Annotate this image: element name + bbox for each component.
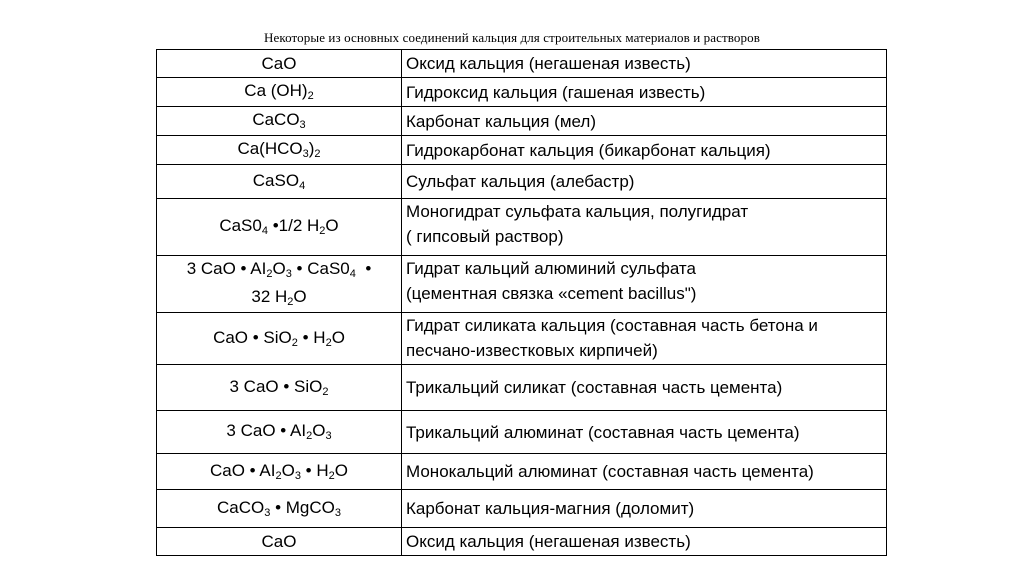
compound-name-line: песчано-известковых кирпичей)	[406, 341, 658, 360]
formula-subscript: 2	[319, 225, 326, 237]
compound-name-cell	[402, 256, 887, 313]
calcium-compounds-table	[156, 49, 887, 556]
formula-text: 3 CaO • AI	[186, 259, 267, 278]
formula-cell	[157, 490, 402, 528]
table-row	[157, 365, 887, 411]
formula-text: CaO	[261, 532, 297, 551]
compound-name-line: Оксид кальция (негашеная известь)	[406, 54, 691, 73]
formula-subscript: 3	[264, 506, 271, 519]
compound-name-cell	[402, 454, 887, 490]
formula-text: O	[334, 460, 348, 480]
compound-name-line: Моногидрат сульфата кальция, полугидрат	[406, 202, 749, 221]
formula-cell	[157, 411, 402, 454]
formula-subscript: 3	[325, 430, 332, 442]
formula-text: Ca(HCO	[237, 139, 303, 158]
compound-name-cell	[402, 199, 887, 256]
table-row	[157, 199, 887, 256]
formula-subscript: 3	[299, 119, 306, 131]
compound-name-cell	[402, 78, 887, 107]
formula-cell	[157, 107, 402, 136]
formula-cell	[157, 313, 402, 365]
formula-text: CaS0	[219, 216, 262, 235]
compound-name-cell	[402, 411, 887, 454]
formula-subscript: 2	[275, 469, 282, 482]
formula-text: • CaS0	[291, 259, 350, 278]
compound-name-cell	[402, 165, 887, 199]
compound-name-line: Монокальций алюминат (составная часть цемента)	[406, 462, 814, 481]
table-row	[157, 165, 887, 199]
compound-name-line: Гидрокарбонат кальция (бикарбонат кальция)	[406, 140, 771, 160]
compound-name-line: Карбонат кальция (мел)	[406, 111, 597, 131]
formula-text: •	[355, 259, 372, 278]
formula-subscript: 2	[307, 90, 314, 102]
formula-subscript: 2	[291, 336, 298, 349]
formula-text: O	[272, 259, 286, 278]
formula-text: 3 CaO • SiO	[229, 376, 323, 396]
formula-text: CaSO	[252, 170, 300, 190]
formula-text: CaO • SiO	[213, 327, 292, 347]
compound-name-line: (цементная связка «cement bacillus")	[406, 284, 697, 303]
compound-name-cell	[402, 50, 887, 78]
table-row	[157, 50, 887, 78]
compound-name-cell	[402, 313, 887, 365]
formula-subscript: 2	[266, 268, 273, 280]
table-row	[157, 313, 887, 365]
formula-subscript: 2	[328, 469, 335, 482]
table-row	[157, 490, 887, 528]
table-caption: Некоторые из основных соединений кальция для строительных материалов и растворов	[264, 30, 760, 45]
formula-cell	[157, 454, 402, 490]
formula-subscript: 4	[261, 225, 268, 237]
formula-text: • MgCO	[270, 497, 335, 517]
formula-subscript: 3	[294, 469, 301, 482]
formula-cell	[157, 365, 402, 411]
table-body	[157, 50, 887, 556]
formula-cell	[157, 50, 402, 78]
formula-subscript: 3	[334, 506, 341, 519]
compound-name-line: Трикальций силикат (составная часть цемента)	[406, 378, 783, 397]
formula-text: 32 H	[251, 287, 288, 306]
compound-name-line: Гидрат силиката кальция (составная часть бетона и	[406, 316, 818, 335]
compound-name-line: ( гипсовый раствор)	[406, 227, 564, 246]
compound-name-line: Трикальций алюминат (составная часть цемента)	[406, 422, 800, 442]
formula-cell	[157, 136, 402, 165]
formula-cell	[157, 199, 402, 256]
compound-name-cell	[402, 136, 887, 165]
compound-name-line: Оксид кальция (негашеная известь)	[406, 532, 691, 551]
compound-name-line: Карбонат кальция-магния (доломит)	[406, 499, 695, 518]
formula-text: O	[312, 421, 326, 440]
formula-cell	[157, 528, 402, 556]
formula-text: CaO • AI	[209, 460, 276, 480]
formula-subscript: 2	[322, 385, 329, 398]
table-row	[157, 256, 887, 313]
formula-subscript: 4	[349, 268, 356, 280]
compound-name-line: Гидроксид кальция (гашеная известь)	[406, 82, 706, 102]
table-row	[157, 107, 887, 136]
formula-text: CaO	[261, 54, 297, 73]
formula-cell	[157, 165, 402, 199]
table-row	[157, 411, 887, 454]
compound-name-line: Сульфат кальция (алебастр)	[406, 172, 635, 191]
formula-text: CaCO	[252, 110, 300, 129]
formula-subscript: 4	[299, 179, 306, 192]
formula-subscript: 2	[306, 430, 313, 442]
compound-name-line: Гидрат кальций алюминий сульфата	[406, 259, 696, 278]
formula-text: CaCO	[217, 497, 265, 517]
compound-name-cell	[402, 490, 887, 528]
formula-text: • H	[297, 327, 326, 347]
formula-text: 3 CaO • AI	[226, 421, 307, 440]
formula-text: O	[325, 216, 339, 235]
compound-name-cell	[402, 107, 887, 136]
formula-subscript: 2	[325, 336, 332, 349]
formula-text: O	[293, 287, 307, 306]
formula-text: )	[308, 139, 315, 158]
formula-text: O	[281, 460, 295, 480]
table-row	[157, 454, 887, 490]
formula-subscript: 3	[302, 148, 309, 160]
formula-subscript: 3	[285, 268, 292, 280]
table-row	[157, 528, 887, 556]
formula-text: O	[331, 327, 345, 347]
table-row	[157, 136, 887, 165]
table-row	[157, 78, 887, 107]
compound-name-cell	[402, 528, 887, 556]
formula-text: Ca (OH)	[244, 81, 308, 100]
formula-subscript: 2	[287, 296, 294, 308]
formula-cell	[157, 78, 402, 107]
formula-cell	[157, 256, 402, 313]
formula-subscript: 2	[314, 148, 321, 160]
formula-text: • H	[300, 460, 329, 480]
compound-name-cell	[402, 365, 887, 411]
formula-text: •1/2 H	[267, 216, 320, 235]
